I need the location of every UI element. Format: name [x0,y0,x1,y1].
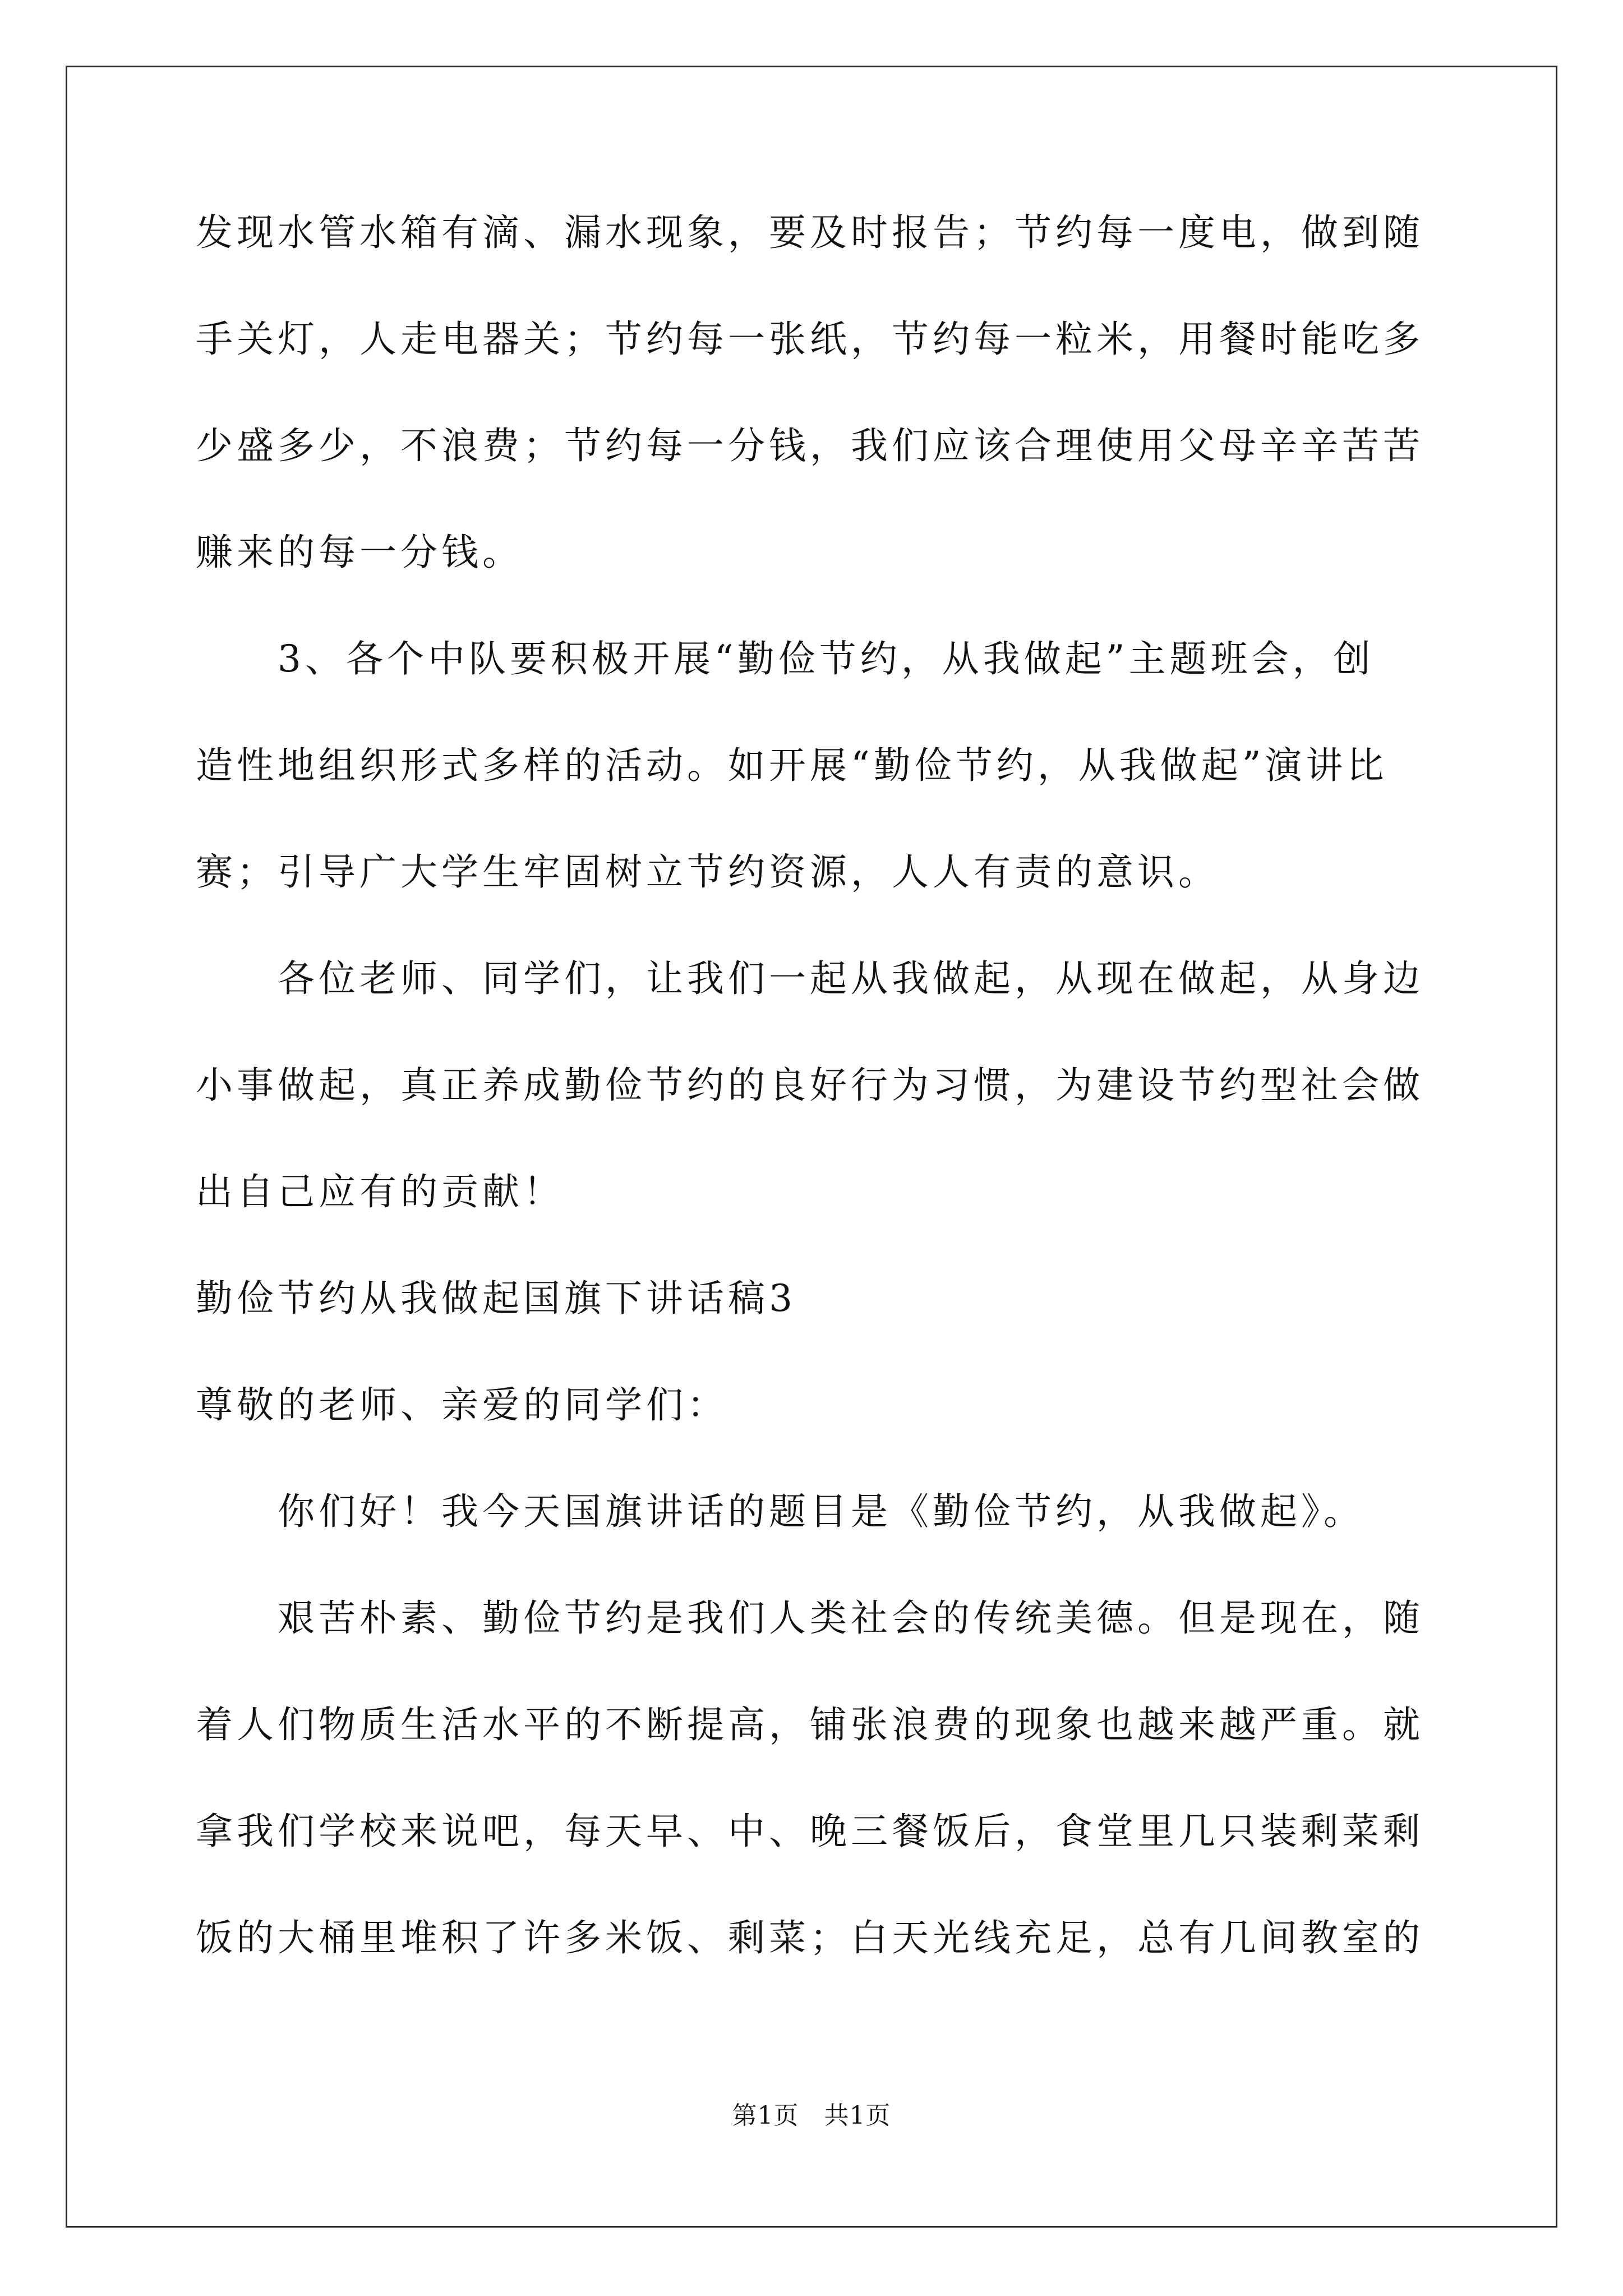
page-border [66,66,1557,2228]
text-line-4: 赚来的每一分钱。 [196,531,523,574]
text-line-10: 出自己应有的贡献！ [196,1170,564,1213]
salutation: 尊敬的老师、亲爱的同学们： [196,1383,728,1427]
text-line-7: 赛；引导广大学生牢固树立节约资源，人人有责的意识。 [196,850,1219,894]
text-line-16: 拿我们学校来说吧，每天早、中、晚三餐饭后，食堂里几只装剩菜剩 [196,1810,1424,1853]
page-footer: 第1页 共1页 [732,2101,891,2130]
text-line-13: 你们好！我今天国旗讲话的题目是《勤俭节约，从我做起》。 [196,1490,1364,1533]
text-line-6: 造性地组织形式多样的活动。如开展“勤俭节约，从我做起”演讲比 [196,744,1388,787]
text-line-17: 饭的大桶里堆积了许多米饭、剩菜；白天光线充足，总有几间教室的 [196,1916,1424,1959]
text-line-5: 3、各个中队要积极开展“勤俭节约，从我做起”主题班会，创 [196,637,1375,680]
section-heading: 勤俭节约从我做起国旗下讲话稿3 [196,1277,796,1320]
text-line-15: 着人们物质生活水平的不断提高，铺张浪费的现象也越来越严重。就 [196,1703,1424,1746]
text-line-2: 手关灯，人走电器关；节约每一张纸，节约每一粒米，用餐时能吃多 [196,318,1424,361]
text-line-9: 小事做起，真正养成勤俭节约的良好行为习惯，为建设节约型社会做 [196,1064,1424,1107]
text-line-8: 各位老师、同学们，让我们一起从我做起，从现在做起，从身边 [196,957,1424,1000]
text-line-1: 发现水管水箱有滴、漏水现象，要及时报告；节约每一度电，做到随 [196,211,1424,254]
text-line-3: 少盛多少，不浪费；节约每一分钱，我们应该合理使用父母辛辛苦苦 [196,424,1424,467]
text-line-14: 艰苦朴素、勤俭节约是我们人类社会的传统美德。但是现在，随 [196,1596,1424,1640]
